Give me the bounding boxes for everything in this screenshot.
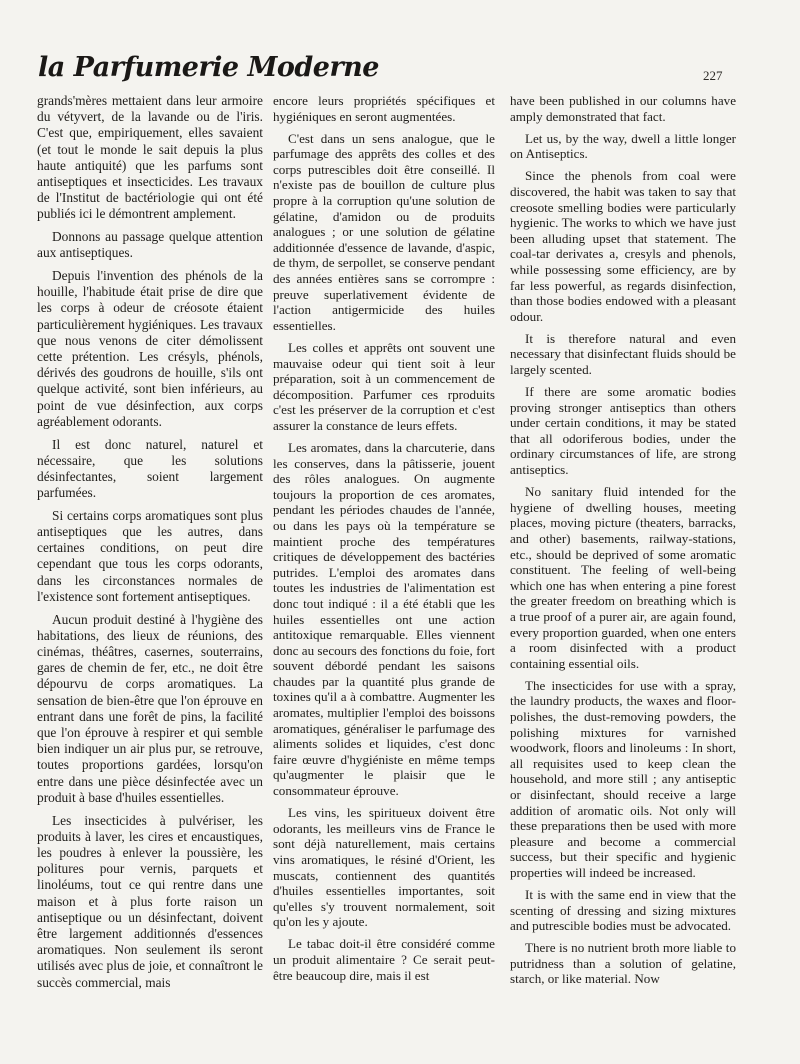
paragraph: Si certains corps aromatiques sont plus antiseptiques que les autres, dans certaines conditions, on peut dire cependant que tous les corps odorants, dans les circonstances normales de l'existence sont fortement antiseptiques. — [37, 507, 263, 604]
paragraph: Depuis l'invention des phénols de la houille, l'habitude était prise de dire que les corps à odeur de créosote étaient particulièrement hygiéniques. Les travaux que nous venons de citer démolissent cette prétention. Les crésyls, phénols, dérivés des goudrons de houille, s'ils ont quelque activité, sont bien inférieurs, au point de vue désinfection, aux corps agréablement odorants. — [37, 268, 263, 429]
paragraph: It is with the same end in view that the scenting of dressing and sizing mixtures and putrescible bodies must be advocated. — [510, 887, 736, 934]
paragraph: Les colles et apprêts ont souvent une mauvaise odeur qui tient soit à leur préparation, soit à un commencement de décomposition. Parfumer ces rproduits c'est les préserver de la corruption et c'est assurer la constance de leurs effets. — [273, 339, 495, 433]
paragraph: If there are some aromatic bodies proving stronger antiseptics than others under certain conditions, it may be stated that all odoriferous bodies, under the ordinary circumstances of life, are strong antiseptics. — [510, 384, 736, 478]
page-number: 227 — [703, 68, 723, 83]
paragraph: Il est donc naturel, naturel et nécessaire, que les solutions désinfectantes, soient largement parfumées. — [37, 436, 263, 501]
paragraph: grands'mères mettaient dans leur armoire du vétyvert, de la lavande ou de l'iris. C'est que, empiriquement, elles savaient (et tout le monde le sait depuis la plus haute antiquité) que les parfums sont antiseptiques et insecticides. Les travaux de l'Institut de bactériologie qui ont été publiés ici le démontrent amplement. — [37, 93, 263, 222]
paragraph: have been published in our columns have amply demonstrated that fact. — [510, 93, 736, 124]
paragraph: Les vins, les spiritueux doivent être odorants, les meilleurs vins de France le sont déjà naturellement, mais certains vins aromatiques, le résiné d'Orient, les muscats, contiennent des quantités d'huiles essentielles importantes, soit qu'elles s'y trouvent normalement, soit qu'on les y ajoute. — [273, 805, 495, 930]
paragraph: Since the phenols from coal were discovered, the habit was taken to say that creosote smelling bodies were particularly hygienic. The works to which we have just been alluding upset that statement. The coal-tar derivates a, cresyls and phenols, while possessing some efficiency, are by far less powerful, as regards disinfection, than those bodies endowed with a pleasant odour. — [510, 168, 736, 324]
text-column-right — [510, 93, 736, 994]
paragraph: There is no nutrient broth more liable to putridness than a solution of gelatine, starch, or like material. Now — [510, 940, 736, 987]
paragraph: Le tabac doit-il être considéré comme un produit alimentaire ? Ce serait peut-être beaucoup dire, mais il est — [273, 936, 495, 983]
masthead-logo: la Parfumerie Moderne — [38, 52, 379, 83]
paragraph: The insecticides for use with a spray, the laundry products, the waxes and floor-polishes, the dust-removing powders, the polishing mixtures for varnished woodwork, floors and linoleums : In short, all requisites used to keep clean the household, and more still ; any antiseptic or disinfectant, should receive a large addition of aromatic oils. Not only will these preparations then be used with more pleasure and become a commercial success, but their specific and hygienic properties will indeed be increased. — [510, 677, 736, 880]
paragraph: Let us, by the way, dwell a little longer on Antiseptics. — [510, 130, 736, 162]
paragraph: encore leurs propriétés spécifiques et hygiéniques en seront augmentées. — [273, 93, 495, 124]
paragraph: Aucun produit destiné à l'hygiène des habitations, des lieux de réunions, des cinémas, théâtres, casernes, souterrains, gares de chemin de fer, etc., ne doit être dépourvu de corps aromatiques. La sensation de bien-être que l'on éprouve en entrant dans une forêt de pins, la facilité que l'on éprouve à respirer et qui semble bien indiquer un air plus pur, se retrouve, toutes proportions gardées, lorsqu'on entre dans une pièce désinfectée avec un produit à base d'huiles essentielles. — [37, 611, 263, 805]
paragraph: Les aromates, dans la charcuterie, dans les conserves, dans la pâtisserie, jouent des rôles analogues. On augmente toujours la proportion de ces aromates, pendant les périodes chaudes de l'année, ou dans les pays où la température se maintient proche des températures critiques de développement des bactéries putrides. L'emploi des aromates dans toutes les industries de l'alimentation est donc tout indiqué : il a été établi que les huiles essentielles ont une action antitoxique remarquable. Elles viennent donc au secours des fonctions du foie, fort souvent débordé pendant les saisons chaudes par la quantité plus grande de toxines qu'il a à combattre. Augmenter les aromates, multiplier l'emploi des boissons aromatiques, généraliser le parfumage des aliments solides et liquides, c'est donc faire œuvre d'hygiéniste en même temps qu'augmenter le plaisir que le consommateur éprouve. — [273, 439, 495, 799]
text-column-middle — [273, 93, 495, 990]
paragraph: It is therefore natural and even necessary that disinfectant fluids should be largely scented. — [510, 330, 736, 377]
paragraph: Les insecticides à pulvériser, les produits à laver, les cires et encaustiques, les poudres à enlever la poussière, les politures pour vernis, parquets et linoléums, tout ce qui rentre dans une maison et à plus forte raison un antiseptique ou un désinfectant, doivent être largement additionnés d'essences aromatiques. Non seulement ils seront utilisés avec plus de joie, et connaîtront le succès commercial, mais — [37, 812, 263, 990]
paragraph: No sanitary fluid intended for the hygiene of dwelling houses, meeting places, moving picture (theaters, barracks, and other) basements, railway-stations, etc., should be deprived of some aromatic constituent. The feeling of well-being which one has when entering a pine forest the greater freedom on breathing which is a true proof of a purer air, are again found, every proportion guarded, when one enters a room disinfected with a product containing essential oils. — [510, 484, 736, 671]
text-column-left — [37, 93, 263, 997]
paragraph: Donnons au passage quelque attention aux antiseptiques. — [37, 229, 263, 261]
paragraph: C'est dans un sens analogue, que le parfumage des apprêts des colles et des corps putrescibles doit être conseillé. Il n'existe pas de bouillon de culture plus propre à la corruption qu'une solution de gélatine, d'amidon ou de produits analogues ; or une solution de gélatine additionnée d'essence de lavande, d'aspic, de thym, de serpollet, se conserve pendant des années entières sans se corrompre : preuve superlativement évidente de l'action antigermicide des huiles essentielles. — [273, 130, 495, 333]
